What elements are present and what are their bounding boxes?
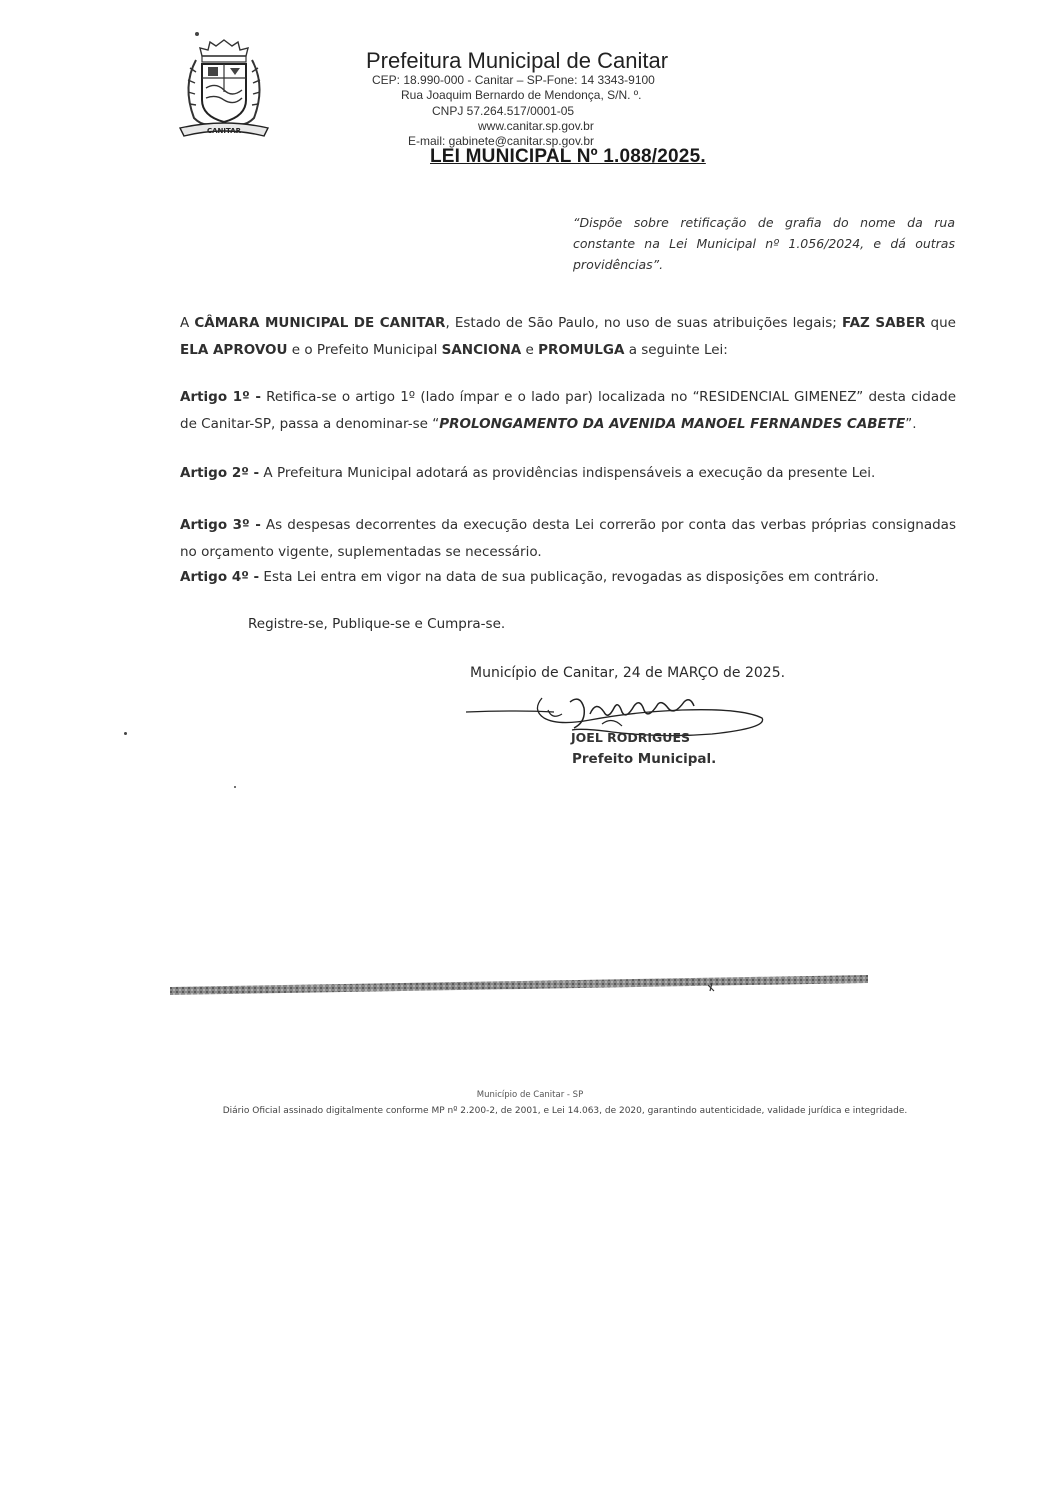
letterhead-address: Rua Joaquim Bernardo de Mendonça, S/N. º. [401, 88, 642, 102]
preamble-paragraph: A CÂMARA MUNICIPAL DE CANITAR, Estado de São Paulo, no uso de suas atribuições legais; FAZ SABER que ELA APROVOU e o Prefeito Municipal SANCIONA e PROMULGA a seguinte Lei: [180, 315, 956, 358]
signer-role: Prefeito Municipal. [572, 751, 717, 767]
article-4: Artigo 4º - Esta Lei entra em vigor na data de sua publicação, revogadas as disposições em contrário. [180, 569, 879, 585]
article-3: Artigo 3º - As despesas decorrentes da execução desta Lei correrão por conta das verbas próprias consignadas no orçamento vigente, suplementadas se necessário. [180, 517, 956, 560]
letterhead-cep-phone: CEP: 18.990-000 - Canitar – SP-Fone: 14 3343-9100 [372, 73, 655, 87]
scan-speck [234, 786, 236, 788]
law-title: LEI MUNICIPAL Nº 1.088/2025. [430, 146, 706, 167]
street-name-emphasis: PROLONGAMENTO DA AVENIDA MANOEL FERNANDES CABETE [439, 416, 906, 432]
letterhead-title: Prefeitura Municipal de Canitar [366, 48, 669, 73]
footer-digital-signature-note: Diário Oficial assinado digitalmente conforme MP nº 2.200-2, de 2001, e Lei 14.063, de 2020, garantindo autenticidade, validade jurídica e integridade. [222, 1106, 908, 1116]
letterhead-cnpj: CNPJ 57.264.517/0001-05 [432, 104, 575, 118]
article-2: Artigo 2º - A Prefeitura Municipal adotará as providências indispensáveis a execução da presente Lei. [180, 465, 876, 481]
article-label: Artigo 1º - [180, 389, 261, 405]
scan-speck [195, 32, 199, 36]
letterhead-email: E-mail: gabinete@canitar.sp.gov.br [408, 134, 595, 148]
article-label: Artigo 2º - [180, 465, 260, 481]
letterhead-website: www.canitar.sp.gov.br [478, 119, 594, 133]
article-label: Artigo 4º - [180, 569, 260, 585]
article-label: Artigo 3º - [180, 517, 261, 533]
place-and-date: Município de Canitar, 24 de MARÇO de 2025. [470, 665, 786, 681]
law-ementa: “Dispõe sobre retificação de grafia do nome da rua constante na Lei Municipal nº 1.056/2024, e dá outras providências”. [573, 215, 955, 272]
svg-text:CANITAR: CANITAR [206, 127, 242, 135]
municipal-crest-logo [176, 38, 272, 140]
article-1: Artigo 1º - Retifica-se o artigo 1º (lado ímpar e o lado par) localizada no “RESIDENCIAL GIMENEZ” desta cidade de Canitar-SP, passa a denominar-se “PROLONGAMENTO DA AVENIDA MANOEL FERNANDES CABETE”. [180, 389, 956, 432]
footer-city: Município de Canitar - SP [476, 1090, 584, 1100]
signer-name: JOEL RODRIGUES [571, 730, 690, 745]
scan-edge-artifact [170, 975, 868, 995]
scan-speck [124, 732, 127, 735]
closing-formula: Registre-se, Publique-se e Cumpra-se. [248, 616, 506, 632]
